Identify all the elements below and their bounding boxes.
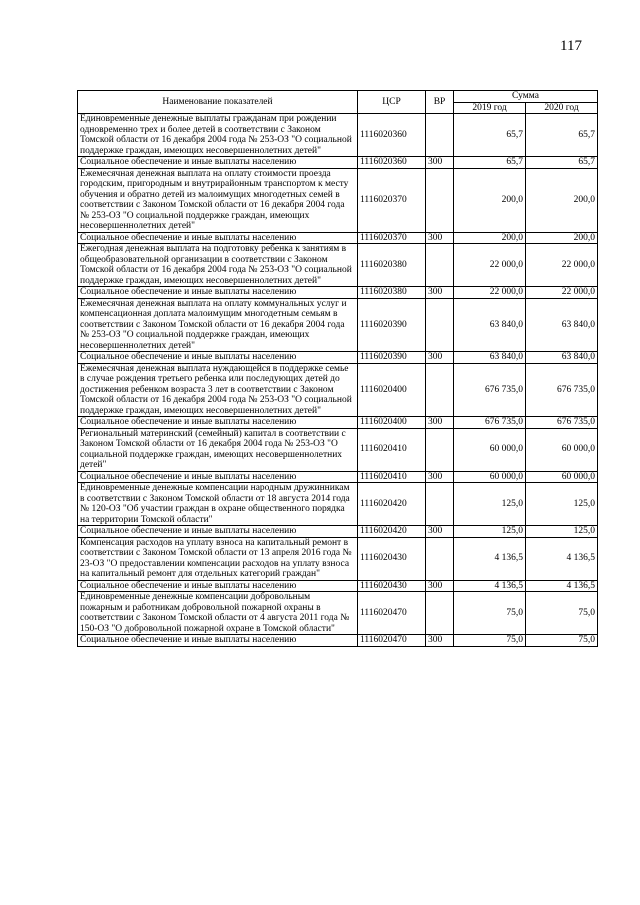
row-sum-2019: 200,0 — [454, 232, 526, 244]
row-csr: 1116020430 — [358, 580, 426, 592]
row-csr: 1116020360 — [358, 157, 426, 169]
row-vr — [426, 298, 454, 352]
row-vr: 300 — [426, 580, 454, 592]
row-sum-2019: 125,0 — [454, 526, 526, 538]
row-csr: 1116020380 — [358, 244, 426, 287]
row-name: Социальное обеспечение и иные выплаты населению — [78, 526, 358, 538]
table-row — [78, 363, 598, 417]
row-sum-2019: 200,0 — [454, 168, 526, 232]
row-vr — [426, 537, 454, 580]
row-sum-2019: 75,0 — [454, 635, 526, 647]
row-sum-2019: 22 000,0 — [454, 287, 526, 299]
row-name: Ежемесячная денежная выплата на оплату коммунальных услуг и компенсационная доплата малоимущим многодетным семьям в соответствии с Законом Томской области от 16 декабря 2004 года № 253-ОЗ "О социальной поддержке граждан, имеющих несовершеннолетних детей" — [78, 298, 358, 352]
row-csr: 1116020360 — [358, 114, 426, 157]
header-name: Наименование показателей — [78, 91, 358, 114]
row-csr: 1116020430 — [358, 537, 426, 580]
row-name: Ежемесячная денежная выплата нуждающейся в поддержке семье в случае рождения третьего ребенка или последующих детей до достижения ребенком возраста 3 лет в соответствии с Законом Томской области от 16 декабря 2004 года № 253-ОЗ "О социальной поддержке граждан, имеющих несовершеннолетних детей" — [78, 363, 358, 417]
row-sum-2020: 22 000,0 — [526, 244, 598, 287]
row-name: Социальное обеспечение и иные выплаты населению — [78, 471, 358, 483]
row-sum-2019: 4 136,5 — [454, 580, 526, 592]
table-row — [78, 580, 598, 592]
row-vr — [426, 114, 454, 157]
row-sum-2019: 63 840,0 — [454, 298, 526, 352]
row-vr — [426, 168, 454, 232]
row-sum-2019: 63 840,0 — [454, 352, 526, 364]
header-year-2019: 2019 год — [454, 102, 526, 114]
table-row — [78, 471, 598, 483]
row-csr: 1116020390 — [358, 298, 426, 352]
row-sum-2019: 676 735,0 — [454, 363, 526, 417]
table-row — [78, 352, 598, 364]
row-csr: 1116020420 — [358, 483, 426, 526]
row-name: Социальное обеспечение и иные выплаты населению — [78, 232, 358, 244]
row-sum-2020: 125,0 — [526, 483, 598, 526]
row-name: Компенсация расходов на уплату взноса на капитальный ремонт в соответствии с Законом Томской области от 13 апреля 2016 года № 23-ОЗ "О предоставлении компенсации расходов на уплату взноса на капитальный ремонт для отдельных категорий граждан" — [78, 537, 358, 580]
row-vr: 300 — [426, 635, 454, 647]
table-row — [78, 635, 598, 647]
row-vr — [426, 244, 454, 287]
row-vr: 300 — [426, 157, 454, 169]
budget-table — [77, 90, 598, 647]
header-year-2020: 2020 год — [526, 102, 598, 114]
table-row — [78, 157, 598, 169]
row-name: Единовременные денежные выплаты гражданам при рождении одновременно трех и более детей в соответствии с Законом Томской области от 16 декабря 2004 года № 253-ОЗ "О социальной поддержке граждан, имеющих несовершеннолетних детей" — [78, 114, 358, 157]
table-row — [78, 287, 598, 299]
row-sum-2020: 4 136,5 — [526, 580, 598, 592]
table-row — [78, 417, 598, 429]
row-sum-2020: 200,0 — [526, 232, 598, 244]
row-name: Единовременные денежные компенсации народным дружинникам в соответствии с Законом Томской области от 18 августа 2014 года № 120-ОЗ "Об участии граждан в охране общественного порядка на территории Томской области" — [78, 483, 358, 526]
row-csr: 1116020410 — [358, 471, 426, 483]
row-csr: 1116020390 — [358, 352, 426, 364]
table-row — [78, 592, 598, 635]
row-name: Социальное обеспечение и иные выплаты населению — [78, 157, 358, 169]
row-csr: 1116020380 — [358, 287, 426, 299]
row-sum-2020: 63 840,0 — [526, 352, 598, 364]
row-vr — [426, 363, 454, 417]
row-vr — [426, 428, 454, 471]
table-row — [78, 428, 598, 471]
row-name: Социальное обеспечение и иные выплаты населению — [78, 580, 358, 592]
row-vr: 300 — [426, 526, 454, 538]
row-sum-2020: 75,0 — [526, 592, 598, 635]
row-sum-2020: 63 840,0 — [526, 298, 598, 352]
row-sum-2020: 60 000,0 — [526, 471, 598, 483]
table-row — [78, 526, 598, 538]
table-header — [78, 91, 598, 114]
table-row — [78, 537, 598, 580]
row-sum-2020: 125,0 — [526, 526, 598, 538]
row-sum-2020: 75,0 — [526, 635, 598, 647]
row-sum-2019: 60 000,0 — [454, 428, 526, 471]
row-vr: 300 — [426, 471, 454, 483]
row-sum-2020: 65,7 — [526, 114, 598, 157]
row-sum-2020: 4 136,5 — [526, 537, 598, 580]
table-row — [78, 483, 598, 526]
row-sum-2020: 65,7 — [526, 157, 598, 169]
header-vr: ВР — [426, 91, 454, 114]
row-name: Единовременные денежные компенсации добровольным пожарным и работникам добровольной пожарной охраны в соответствии с Законом Томской области от 4 августа 2011 года № 150-ОЗ "О добровольной пожарной охране в Томской области" — [78, 592, 358, 635]
table-row — [78, 168, 598, 232]
row-name: Социальное обеспечение и иные выплаты населению — [78, 352, 358, 364]
row-name: Ежегодная денежная выплата на подготовку ребенка к занятиям в общеобразовательной организации в соответствии с Законом Томской области от 16 декабря 2004 года № 253-ОЗ "О социальной поддержке граждан, имеющих несовершеннолетних детей" — [78, 244, 358, 287]
row-name: Социальное обеспечение и иные выплаты населению — [78, 287, 358, 299]
table-body — [78, 114, 598, 647]
row-csr: 1116020470 — [358, 635, 426, 647]
row-sum-2019: 4 136,5 — [454, 537, 526, 580]
row-csr: 1116020370 — [358, 168, 426, 232]
table-row — [78, 114, 598, 157]
row-name: Региональный материнский (семейный) капитал в соответствии с Законом Томской области от 16 декабря 2004 года № 253-ОЗ "О социальной поддержке граждан, имеющих несовершеннолетних детей" — [78, 428, 358, 471]
row-sum-2019: 125,0 — [454, 483, 526, 526]
row-name: Социальное обеспечение и иные выплаты населению — [78, 417, 358, 429]
row-csr: 1116020410 — [358, 428, 426, 471]
table-row — [78, 244, 598, 287]
row-sum-2020: 676 735,0 — [526, 417, 598, 429]
row-sum-2020: 60 000,0 — [526, 428, 598, 471]
page-number: 117 — [560, 38, 582, 54]
row-vr: 300 — [426, 417, 454, 429]
row-sum-2019: 75,0 — [454, 592, 526, 635]
row-csr: 1116020420 — [358, 526, 426, 538]
row-csr: 1116020400 — [358, 363, 426, 417]
row-sum-2019: 60 000,0 — [454, 471, 526, 483]
row-vr — [426, 592, 454, 635]
header-sum: Сумма — [454, 91, 598, 103]
row-vr — [426, 483, 454, 526]
table-row — [78, 298, 598, 352]
row-sum-2019: 65,7 — [454, 157, 526, 169]
header-csr: ЦСР — [358, 91, 426, 114]
row-vr: 300 — [426, 352, 454, 364]
row-sum-2019: 65,7 — [454, 114, 526, 157]
row-vr: 300 — [426, 232, 454, 244]
table-row — [78, 232, 598, 244]
row-vr: 300 — [426, 287, 454, 299]
row-sum-2019: 676 735,0 — [454, 417, 526, 429]
row-csr: 1116020370 — [358, 232, 426, 244]
row-csr: 1116020400 — [358, 417, 426, 429]
row-sum-2020: 676 735,0 — [526, 363, 598, 417]
row-name: Ежемесячная денежная выплата на оплату стоимости проезда городским, пригородным и внутрирайонным транспортом к месту обучения и обратно детей из малоимущих многодетных семей в соответствии с Законом Томской области от 16 декабря 2004 года № 253-ОЗ "О социальной поддержке граждан, имеющих несовершеннолетних детей" — [78, 168, 358, 232]
row-sum-2019: 22 000,0 — [454, 244, 526, 287]
row-sum-2020: 200,0 — [526, 168, 598, 232]
row-name: Социальное обеспечение и иные выплаты населению — [78, 635, 358, 647]
row-sum-2020: 22 000,0 — [526, 287, 598, 299]
row-csr: 1116020470 — [358, 592, 426, 635]
